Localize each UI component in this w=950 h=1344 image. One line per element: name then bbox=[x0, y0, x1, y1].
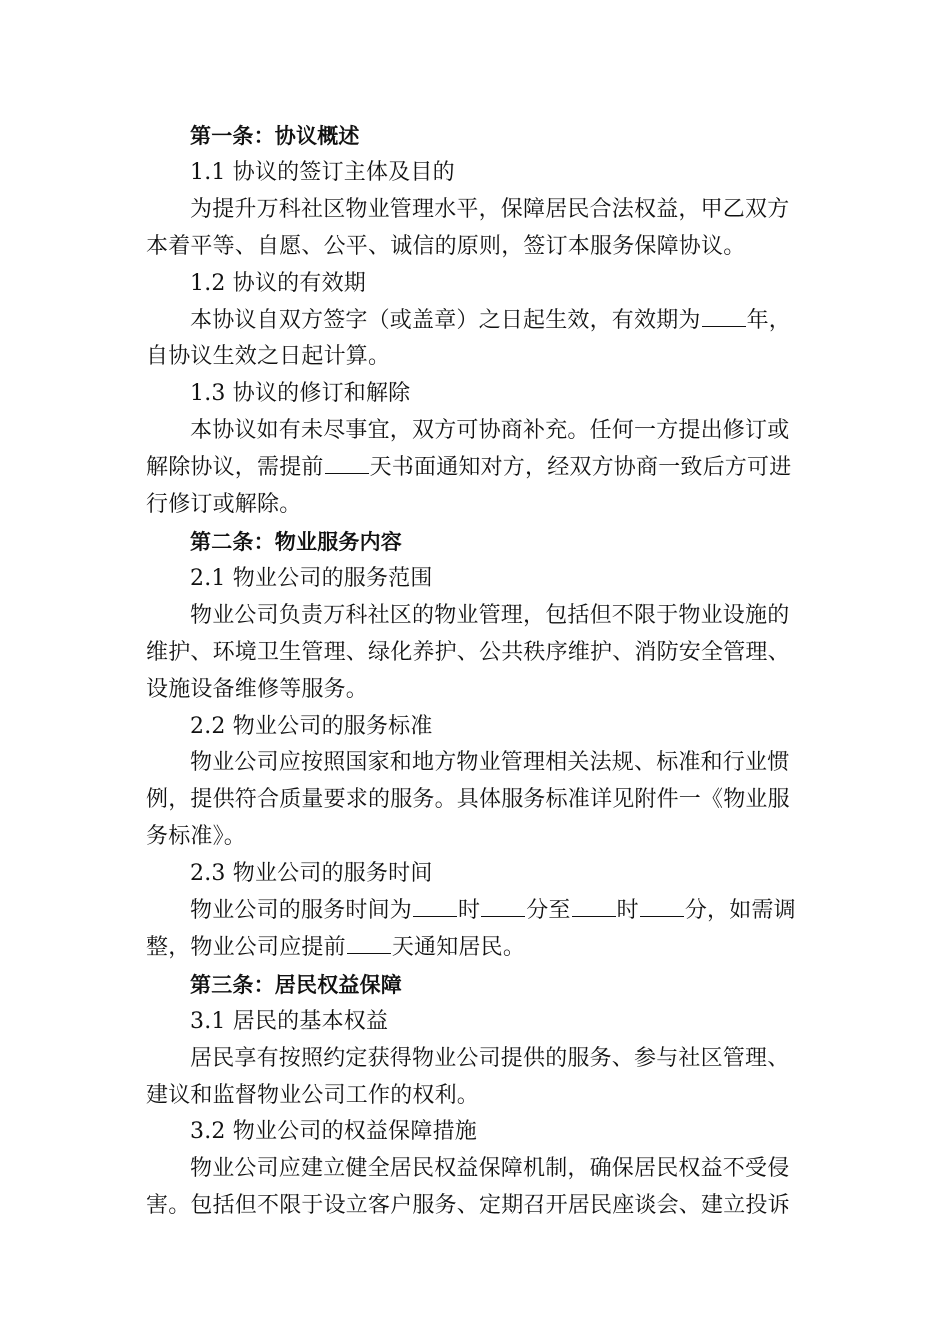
clause-2-2-text-line: 物业公司应按照国家和地方物业管理相关法规、标准和行业惯 bbox=[190, 750, 790, 776]
text-segment: 时 bbox=[458, 898, 481, 924]
clause-3-2-text-line: 害。包括但不限于设立客户服务、定期召开居民座谈会、建立投诉 bbox=[146, 1193, 790, 1219]
clause-2-1-text-line: 设施设备维修等服务。 bbox=[146, 676, 369, 702]
text-segment: 分，如需调 bbox=[684, 898, 796, 924]
clause-1-3-text-line bbox=[146, 450, 810, 487]
text-segment: 本协议自双方签字（或盖章）之日起生效，有效期为 bbox=[190, 307, 701, 333]
clause-2-1-heading: 2.1 物业公司的服务范围 bbox=[190, 565, 433, 591]
clause-1-3-text-line: 本协议如有未尽事宜，双方可协商补充。任何一方提出修订或 bbox=[190, 418, 790, 444]
clause-1-1-heading: 1.1 协议的签订主体及目的 bbox=[190, 159, 455, 185]
clause-1-2-heading: 1.2 协议的有效期 bbox=[190, 270, 366, 296]
clause-1-2-text-line bbox=[146, 303, 810, 340]
text-segment: 解除协议，需提前 bbox=[146, 455, 324, 481]
clause-3-2-heading: 3.2 物业公司的权益保障措施 bbox=[190, 1119, 477, 1145]
text-segment: 年， bbox=[746, 307, 792, 333]
text-segment: 整，物业公司应提前 bbox=[146, 934, 346, 960]
clause-1-1-text-line: 为提升万科社区物业管理水平，保障居民合法权益，甲乙双方 bbox=[190, 196, 790, 222]
blank-field-notice-days bbox=[325, 455, 369, 474]
blank-field-start-minute bbox=[481, 898, 525, 917]
text-segment: 天通知居民。 bbox=[391, 934, 526, 960]
clause-2-2-heading: 2.2 物业公司的服务标准 bbox=[190, 713, 433, 739]
clause-1-2-text-line: 自协议生效之日起计算。 bbox=[146, 344, 391, 370]
clause-3-1-text-line: 居民享有按照约定获得物业公司提供的服务、参与社区管理、 bbox=[190, 1045, 790, 1071]
clause-3-1-heading: 3.1 居民的基本权益 bbox=[190, 1008, 389, 1034]
clause-3-2-text-line: 物业公司应建立健全居民权益保障机制，确保居民权益不受侵 bbox=[190, 1156, 790, 1182]
blank-field-notice-days bbox=[347, 935, 391, 954]
section-3-title: 第三条：居民权益保障 bbox=[190, 972, 402, 997]
clause-1-3-heading: 1.3 协议的修订和解除 bbox=[190, 381, 411, 407]
clause-2-3-text-line bbox=[146, 930, 810, 967]
text-segment: 天书面通知对方，经双方协商一致后方可进 bbox=[369, 455, 792, 481]
blank-field-end-minute bbox=[640, 898, 684, 917]
clause-1-3-text-line: 行修订或解除。 bbox=[146, 492, 302, 518]
section-1-title: 第一条：协议概述 bbox=[190, 124, 360, 148]
clause-2-1-text-line: 维护、环境卫生管理、绿化养护、公共秩序维护、消防安全管理、 bbox=[146, 639, 790, 665]
blank-field-years bbox=[702, 308, 746, 327]
clause-2-2-text-line: 务标准》。 bbox=[146, 824, 247, 850]
clause-2-3-heading: 2.3 物业公司的服务时间 bbox=[190, 861, 433, 887]
blank-field-start-hour bbox=[413, 898, 457, 917]
text-segment: 时 bbox=[616, 898, 639, 924]
clause-3-1-text-line: 建议和监督物业公司工作的权利。 bbox=[146, 1082, 480, 1108]
clause-1-1-text-line: 本着平等、自愿、公平、诚信的原则，签订本服务保障协议。 bbox=[146, 233, 746, 259]
clause-2-3-text-line bbox=[146, 893, 810, 930]
document-page bbox=[146, 118, 810, 1225]
section-2-title: 第二条：物业服务内容 bbox=[190, 529, 402, 554]
clause-2-1-text-line: 物业公司负责万科社区的物业管理，包括但不限于物业设施的 bbox=[190, 602, 790, 628]
text-segment: 分至 bbox=[526, 898, 571, 924]
clause-2-2-text-line: 例，提供符合质量要求的服务。具体服务标准详见附件一《物业服 bbox=[146, 787, 790, 813]
blank-field-end-hour bbox=[572, 898, 616, 917]
text-segment: 物业公司的服务时间为 bbox=[190, 898, 413, 924]
